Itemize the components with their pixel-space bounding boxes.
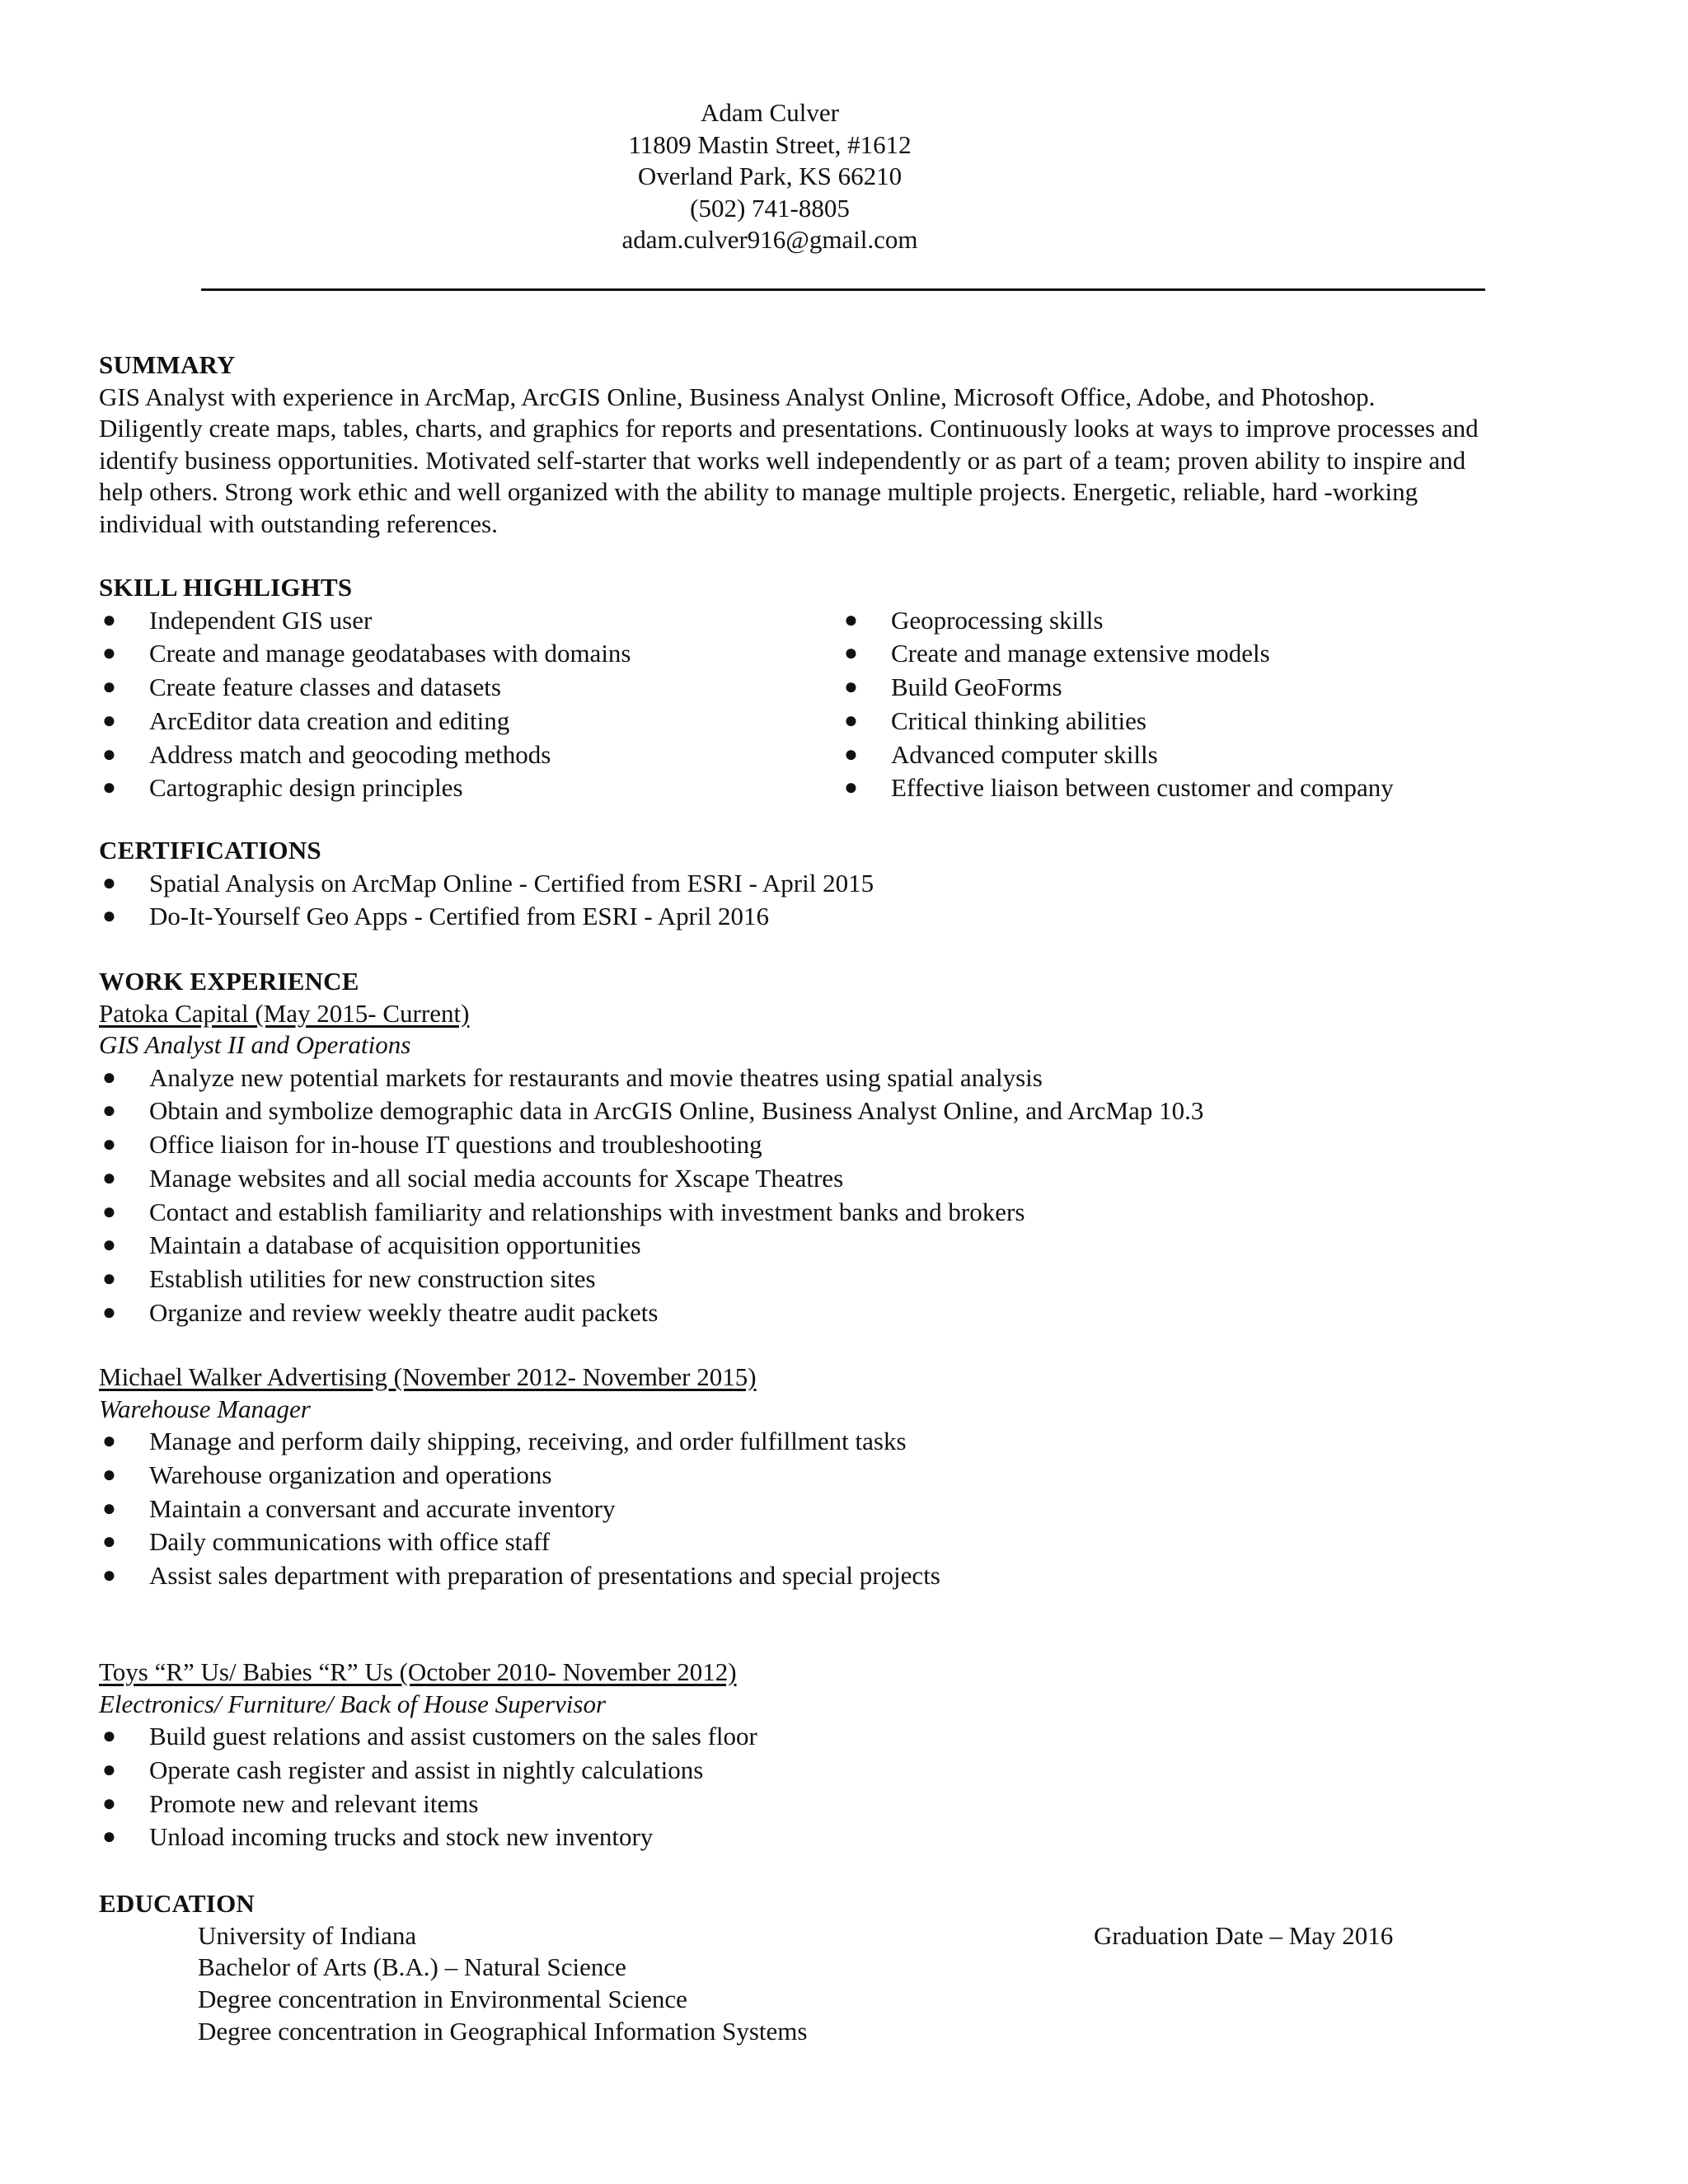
list-item: ● Analyze new potential markets for restaurants and movie theatres using spatial analysis — [99, 1062, 1582, 1095]
job-duties-list — [99, 1062, 1582, 1330]
bullet-icon: ● — [102, 640, 116, 667]
list-item: ● Create and manage geodatabases with domains — [99, 637, 841, 671]
certifications-section — [99, 835, 1582, 934]
list-item: ● ArcEditor data creation and editing — [99, 705, 841, 738]
bullet-icon: ● — [102, 1232, 116, 1258]
list-item: ● Daily communications with office staff — [99, 1526, 1582, 1559]
bullet-icon: ● — [844, 707, 858, 733]
bullet-icon: ● — [102, 1165, 116, 1191]
graduation-date: Graduation Date – May 2016 — [1094, 1920, 1394, 1950]
school-name: University of Indiana — [198, 1920, 417, 1950]
list-item: ● Maintain a database of acquisition opportunities — [99, 1229, 1582, 1263]
bullet-icon: ● — [102, 775, 116, 801]
work-experience-section — [99, 966, 1582, 1330]
bullet-icon: ● — [102, 1132, 116, 1158]
bullet-icon: ● — [844, 775, 858, 801]
list-item: ● Obtain and symbolize demographic data in ArcGIS Online, Business Analyst Online, and ArcMap 10.3 — [99, 1094, 1582, 1128]
education-heading: EDUCATION — [99, 1889, 255, 1918]
summary-line: help others. Strong work ethic and well organized with the ability to manage multiple projects. Energetic, reliable, hard -working — [99, 477, 1418, 506]
work-heading: WORK EXPERIENCE — [99, 967, 359, 996]
list-item: ● Do-It-Yourself Geo Apps - Certified from ESRI - April 2016 — [99, 900, 1582, 934]
list-item: ● Build GeoForms — [841, 671, 1582, 705]
skills-columns — [99, 604, 1582, 810]
bullet-icon: ● — [102, 1428, 116, 1454]
employer-name: Toys “R” Us/ Babies “R” Us (October 2010- November 2012) — [99, 1657, 737, 1686]
certifications-heading: CERTIFICATIONS — [99, 836, 321, 865]
bullet-icon: ● — [102, 1790, 116, 1816]
summary-line: Diligently create maps, tables, charts, and graphics for reports and presentations. Continuously looks at ways to improve processes and — [99, 414, 1479, 443]
education-detail-row — [99, 1952, 1582, 1984]
list-item: ● Organize and review weekly theatre audit packets — [99, 1296, 1582, 1330]
summary-line: identify business opportunities. Motivated self-starter that works well independently or as part of a team; proven ability to inspire and — [99, 445, 1466, 475]
list-item: ● Independent GIS user — [99, 604, 841, 638]
bullet-icon: ● — [102, 1529, 116, 1555]
job-title: Electronics/ Furniture/ Back of House Supervisor — [99, 1689, 607, 1718]
bullet-icon: ● — [102, 1098, 116, 1124]
job-entry-toys-r-us — [99, 1657, 1582, 1854]
employer-name: Michael Walker Advertising (November 2012- November 2015) — [99, 1362, 757, 1391]
list-item: ● Contact and establish familiarity and relationships with investment banks and brokers — [99, 1196, 1582, 1230]
job-duties-list — [99, 1720, 1582, 1854]
bullet-icon: ● — [844, 741, 858, 767]
education-section — [99, 1888, 1582, 2048]
bullet-icon: ● — [102, 741, 116, 767]
list-item: ● Promote new and relevant items — [99, 1788, 1582, 1821]
phone-number: (502) 741-8805 — [690, 193, 850, 223]
summary-text — [99, 382, 1582, 541]
bullet-icon: ● — [102, 1198, 116, 1225]
list-item: ● Unload incoming trucks and stock new inventory — [99, 1821, 1582, 1854]
list-item: ● Operate cash register and assist in nightly calculations — [99, 1754, 1582, 1788]
list-item: ● Build guest relations and assist customers on the sales floor — [99, 1720, 1582, 1754]
education-detail-row — [99, 2016, 1582, 2048]
bullet-icon: ● — [102, 903, 116, 930]
bullet-icon: ● — [102, 1756, 116, 1783]
list-item: ● Address match and geocoding methods — [99, 738, 841, 772]
bullet-icon: ● — [102, 869, 116, 896]
candidate-name: Adam Culver — [701, 98, 839, 127]
degree: Bachelor of Arts (B.A.) – Natural Science — [198, 1952, 626, 1982]
bullet-icon: ● — [844, 674, 858, 701]
skills-list-right — [841, 604, 1582, 806]
list-item: ● Critical thinking abilities — [841, 705, 1582, 738]
education-school-row — [99, 1920, 1582, 1952]
job-entry-patoka — [99, 998, 1582, 1330]
bullet-icon: ● — [102, 1824, 116, 1850]
list-item: ● Maintain a conversant and accurate inventory — [99, 1493, 1582, 1526]
concentration: Degree concentration in Geographical Information Systems — [198, 2016, 808, 2046]
list-item: ● Warehouse organization and operations — [99, 1459, 1582, 1493]
list-item: ● Geoprocessing skills — [841, 604, 1582, 638]
bullet-icon: ● — [102, 1495, 116, 1521]
contact-header — [0, 97, 1540, 256]
concentration: Degree concentration in Environmental Science — [198, 1985, 687, 2014]
bullet-icon: ● — [102, 1266, 116, 1292]
header-divider — [201, 288, 1485, 291]
employer-name: Patoka Capital (May 2015- Current) — [99, 998, 470, 1028]
bullet-icon: ● — [102, 1064, 116, 1090]
bullet-icon: ● — [102, 607, 116, 633]
list-item: ● Manage and perform daily shipping, receiving, and order fulfillment tasks — [99, 1425, 1582, 1459]
skills-section — [99, 572, 1582, 810]
summary-section — [99, 349, 1582, 540]
list-item: ● Cartographic design principles — [99, 771, 841, 805]
list-item: ● Create feature classes and datasets — [99, 671, 841, 705]
bullet-icon: ● — [844, 607, 858, 633]
list-item: ● Assist sales department with preparation of presentations and special projects — [99, 1559, 1582, 1593]
email-address: adam.culver916@gmail.com — [621, 225, 918, 254]
job-title: Warehouse Manager — [99, 1394, 311, 1423]
summary-heading: SUMMARY — [99, 350, 236, 379]
certifications-list — [99, 867, 1582, 935]
skills-list-left — [99, 604, 841, 806]
bullet-icon: ● — [102, 674, 116, 701]
job-entry-michael-walker — [99, 1361, 1582, 1593]
list-item: ● Spatial Analysis on ArcMap Online - Certified from ESRI - April 2015 — [99, 867, 1582, 901]
list-item: ● Create and manage extensive models — [841, 637, 1582, 671]
bullet-icon: ● — [844, 640, 858, 667]
summary-line: individual with outstanding references. — [99, 509, 498, 538]
bullet-icon: ● — [102, 1563, 116, 1589]
list-item: ● Effective liaison between customer and company — [841, 771, 1582, 805]
list-item: ● Office liaison for in-house IT questions and troubleshooting — [99, 1128, 1582, 1162]
list-item: ● Manage websites and all social media accounts for Xscape Theatres — [99, 1162, 1582, 1196]
education-detail-row — [99, 1984, 1582, 2016]
address-line-1: 11809 Mastin Street, #1612 — [628, 129, 912, 159]
bullet-icon: ● — [102, 1461, 116, 1488]
summary-line: GIS Analyst with experience in ArcMap, ArcGIS Online, Business Analyst Online, Microsoft Office, Adobe, and Photoshop. — [99, 382, 1376, 411]
job-title: GIS Analyst II and Operations — [99, 1030, 411, 1059]
bullet-icon: ● — [102, 1723, 116, 1749]
bullet-icon: ● — [102, 1300, 116, 1326]
bullet-icon: ● — [102, 707, 116, 733]
address-line-2: Overland Park, KS 66210 — [637, 162, 903, 190]
job-duties-list — [99, 1425, 1582, 1593]
skills-heading: SKILL HIGHLIGHTS — [99, 573, 353, 602]
list-item: ● Advanced computer skills — [841, 738, 1582, 772]
list-item: ● Establish utilities for new construction sites — [99, 1263, 1582, 1296]
